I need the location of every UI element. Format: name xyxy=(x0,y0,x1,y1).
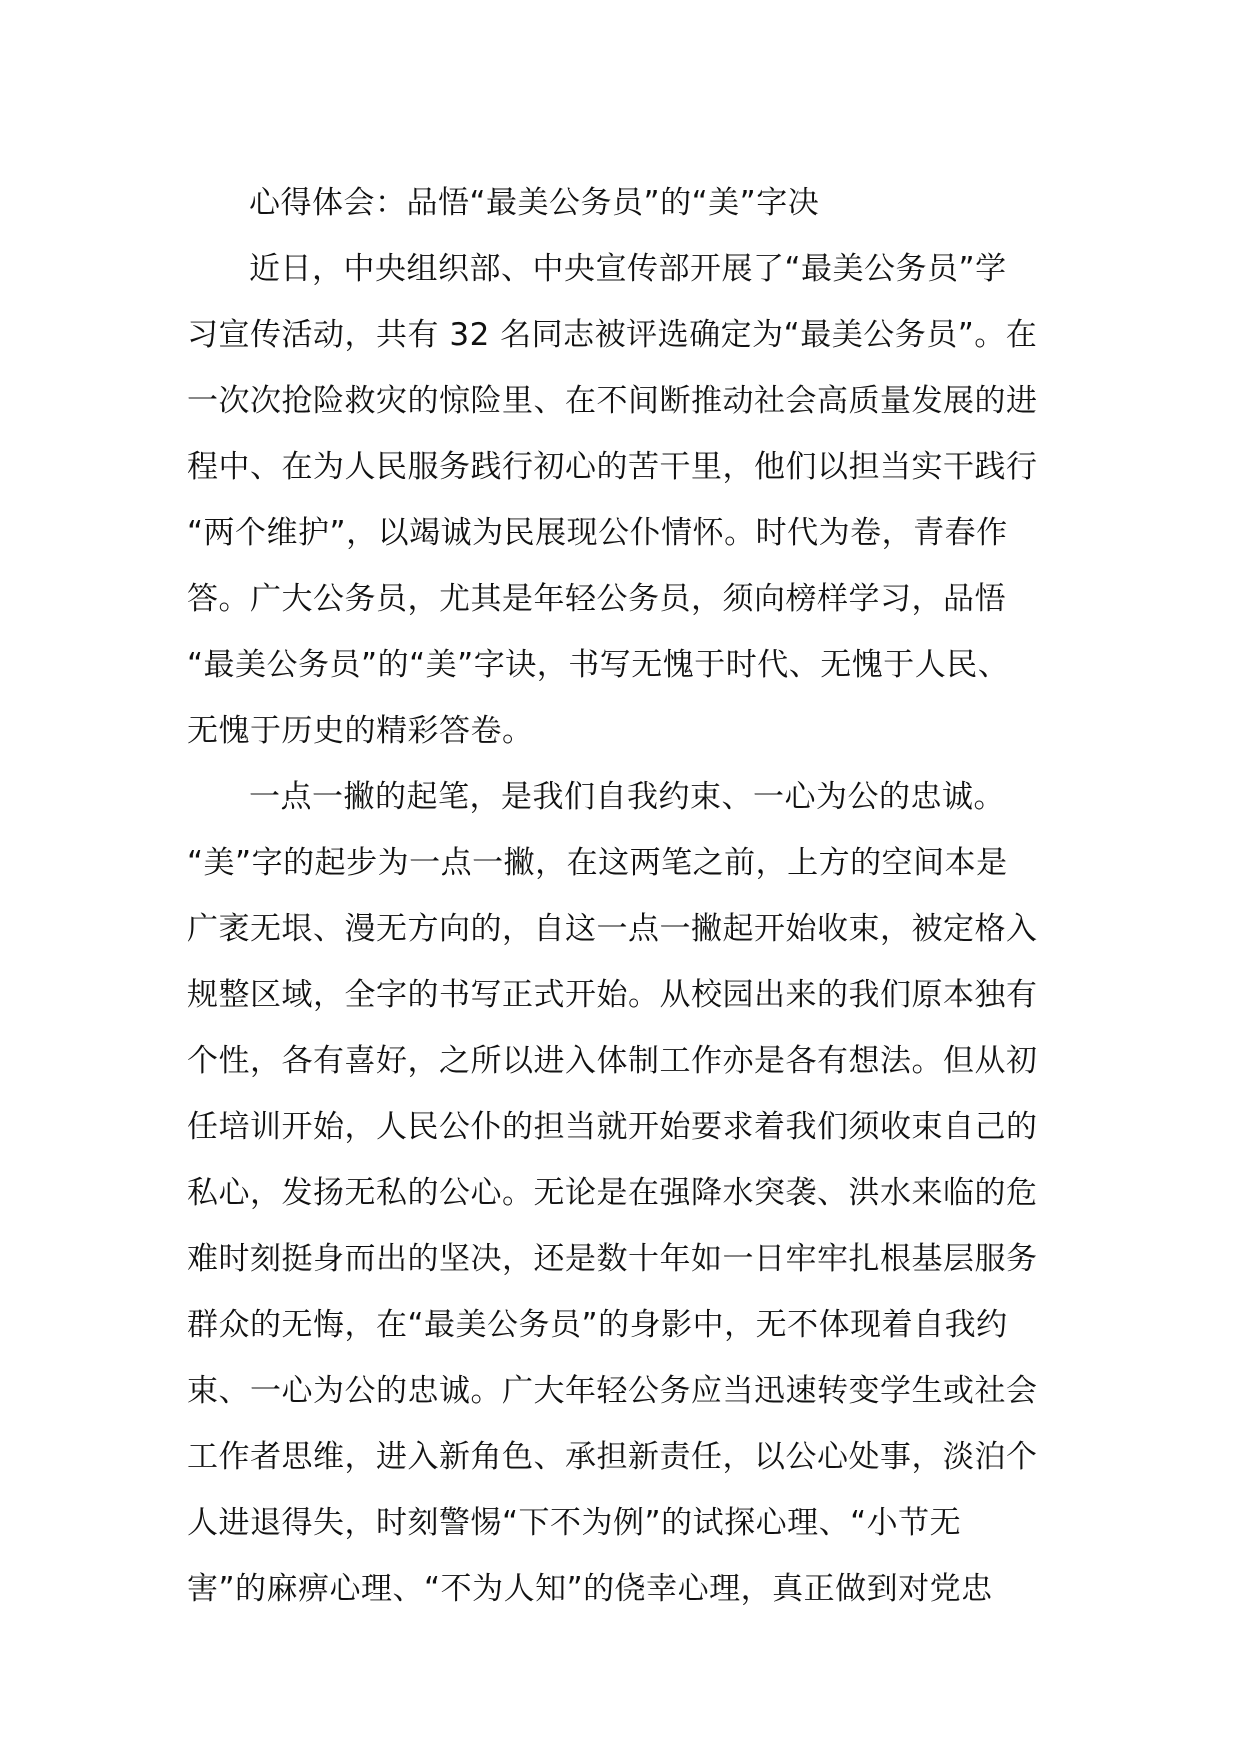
paragraph-line: “最美公务员”的“美”字诀，书写无愧于时代、无愧于人民、 xyxy=(187,647,1010,683)
paragraph-1 xyxy=(187,236,1063,764)
document-body xyxy=(187,170,1063,1622)
paragraph-line: 答。广大公务员，尤其是年轻公务员，须向榜样学习，品悟 xyxy=(187,581,1006,617)
paragraph-line: 工作者思维，进入新角色、承担新责任，以公心处事，淡泊个 xyxy=(187,1439,1038,1475)
paragraph-line: “美”字的起步为一点一撇，在这两笔之前，上方的空间本是 xyxy=(187,845,1008,881)
paragraph-line: 个性，各有喜好，之所以进入体制工作亦是各有想法。但从初 xyxy=(187,1043,1038,1079)
paragraph-line: “两个维护”，以竭诚为民展现公仆情怀。时代为卷，青春作 xyxy=(187,515,1008,551)
paragraph-line: 习宣传活动，共有 32 名同志被评选确定为“最美公务员”。在 xyxy=(187,317,1038,353)
paragraph-line: 人进退得失，时刻警惕“下不为例”的试探心理、“小节无 xyxy=(187,1505,962,1541)
paragraph-line: 束、一心为公的忠诚。广大年轻公务应当迅速转变学生或社会 xyxy=(187,1373,1038,1409)
paragraph-line: 难时刻挺身而出的坚决，还是数十年如一日牢牢扎根基层服务 xyxy=(187,1241,1038,1277)
document-title: 心得体会：品悟“最美公务员”的“美”字决 xyxy=(249,185,820,221)
paragraph-line: 群众的无悔，在“最美公务员”的身影中，无不体现着自我约 xyxy=(187,1307,1008,1343)
paragraph-line: 程中、在为人民服务践行初心的苦干里，他们以担当实干践行 xyxy=(187,449,1038,485)
paragraph-line: 任培训开始，人民公仆的担当就开始要求着我们须收束自己的 xyxy=(187,1109,1038,1145)
paragraph-2 xyxy=(187,764,1063,1622)
paragraph-line: 私心，发扬无私的公心。无论是在强降水突袭、洪水来临的危 xyxy=(187,1175,1038,1211)
paragraph-line: 广袤无垠、漫无方向的，自这一点一撇起开始收束，被定格入 xyxy=(187,911,1038,947)
paragraph-line: 一点一撇的起笔，是我们自我约束、一心为公的忠诚。 xyxy=(249,779,1005,815)
paragraph-line: 无愧于历史的精彩答卷。 xyxy=(187,713,534,749)
paragraph-line: 一次次抢险救灾的惊险里、在不间断推动社会高质量发展的进 xyxy=(187,383,1038,419)
paragraph-line: 害”的麻痹心理、“不为人知”的侥幸心理，真正做到对党忠 xyxy=(187,1571,993,1607)
paragraph-line: 近日，中央组织部、中央宣传部开展了“最美公务员”学 xyxy=(249,251,1007,287)
paragraph-line: 规整区域，全字的书写正式开始。从校园出来的我们原本独有 xyxy=(187,977,1038,1013)
